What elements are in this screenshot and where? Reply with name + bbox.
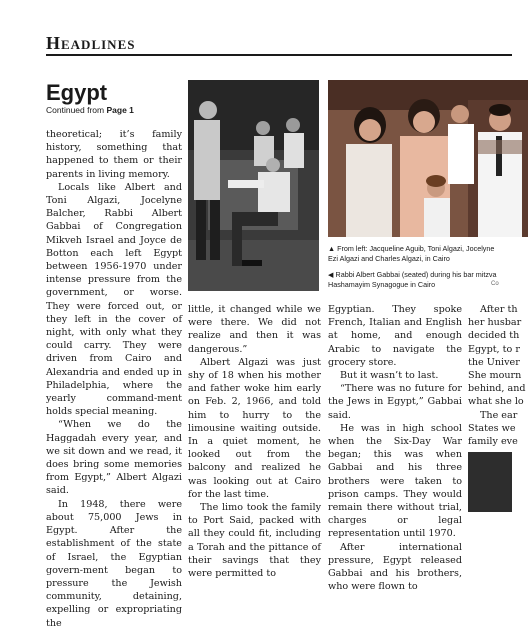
bar-mitzvah-photo-caption	[328, 270, 512, 289]
family-photo-caption	[328, 244, 512, 263]
text-line: After th	[480, 304, 518, 315]
text-line: her husbar	[468, 317, 522, 329]
caption-line: ▲ From left: Jacqueline Aguib, Toni Algazi, Jocelyne	[328, 244, 495, 253]
text-line: The ear	[480, 409, 518, 421]
text-line: what she lo	[468, 396, 524, 408]
text-line: Egypt, to r	[468, 343, 520, 355]
continued-page-link[interactable]: Page 1	[106, 105, 134, 115]
caption-line: ◀ Rabbi Albert Gabbai (seated) during his bar mitzva	[328, 270, 497, 279]
article-column-4	[468, 303, 528, 448]
section-rule	[46, 54, 512, 56]
paragraph: He was in high school when the Six-Day War began; this was when Gabbai and his three brothers were taken to prison camps. They would remain there without trial, charges or legal representation until 1970.	[328, 422, 462, 540]
paragraph: The limo took the family to Port Said, packed with all they could fit, including a Torah and the pittance of their savings that they were permitted to	[188, 502, 321, 580]
article-title: Egypt	[46, 80, 108, 105]
paragraph: Egyptian. They spoke French, Italian and English at home, and enough Arabic to navigate the grocery store.	[328, 304, 462, 368]
text-line: decided th	[468, 330, 520, 342]
caption-line: Hashamayim Synagogue in Cairo	[328, 279, 436, 289]
paragraph: Locals like Albert and Toni Algazi, Jocelyne Balcher, Rabbi Albert Gabbai of Congregation Mikveh Israel and Joyce de Botton each left Egypt between 1956-1970 under intense pressure from the government, or worse. They were forced out, or they left in the cover of night, with only what they could carry. They were driven from Cairo and Alexandria and ended up in Philadelphia, where the yearly command-ment holds special meaning.	[46, 181, 182, 418]
paragraph: little, it changed while we were there. We did not realize and then it was dangerous.”	[188, 304, 321, 355]
text-line: States we	[468, 422, 516, 434]
bar-mitzvah-photo	[188, 80, 319, 291]
bar-mitzvah-photo-image	[188, 80, 319, 291]
paragraph: But it wasn’t to last.	[340, 370, 439, 382]
photo-credit: Co	[491, 281, 499, 287]
paragraph: “There was no future for the Jews in Egypt,” Gabbai said.	[328, 383, 462, 421]
paragraph: In 1948, there were about 75,000 Jews in Egypt. After the establishment of the state of Israel, the Egyptian govern-ment began to pressure the Jewish community, detaining, expelling or expropriating the	[46, 498, 182, 629]
paragraph: Albert Algazi was just shy of 18 when his mother and father woke him early on Feb. 2, 1966, and told him to hurry to the limousine waiting outside. In a quiet moment, he looked out from the balcony and realized he was looking out at Cairo for the last time.	[188, 356, 321, 500]
text-line: the Univer	[468, 356, 520, 368]
continued-line	[46, 105, 134, 115]
text-line: behind, and	[468, 383, 526, 395]
article-column-1	[46, 128, 182, 629]
text-line: She mourn	[468, 370, 522, 382]
family-photo	[328, 80, 528, 237]
family-photo-image	[328, 80, 528, 237]
section-heading: Headlines	[46, 33, 136, 53]
sidebar-box	[468, 452, 512, 512]
article-column-2	[188, 303, 321, 580]
paragraph: After international pressure, Egypt released Gabbai and his brothers, who were flown to	[328, 541, 462, 593]
caption-line: Ezi Algazi and Charles Algazi, in Cairo	[328, 253, 450, 263]
paragraph: “When we do the Haggadah every year, and we sit down and we read, it does bring some memories from Egypt,” Albert Algazi said.	[46, 419, 182, 497]
article-column-3	[328, 303, 462, 593]
text-line: family eve	[468, 436, 518, 448]
continued-prefix: Continued from	[46, 105, 107, 115]
paragraph: theoretical; it’s family history, something that happened to them or their parents in living memory.	[46, 129, 182, 180]
